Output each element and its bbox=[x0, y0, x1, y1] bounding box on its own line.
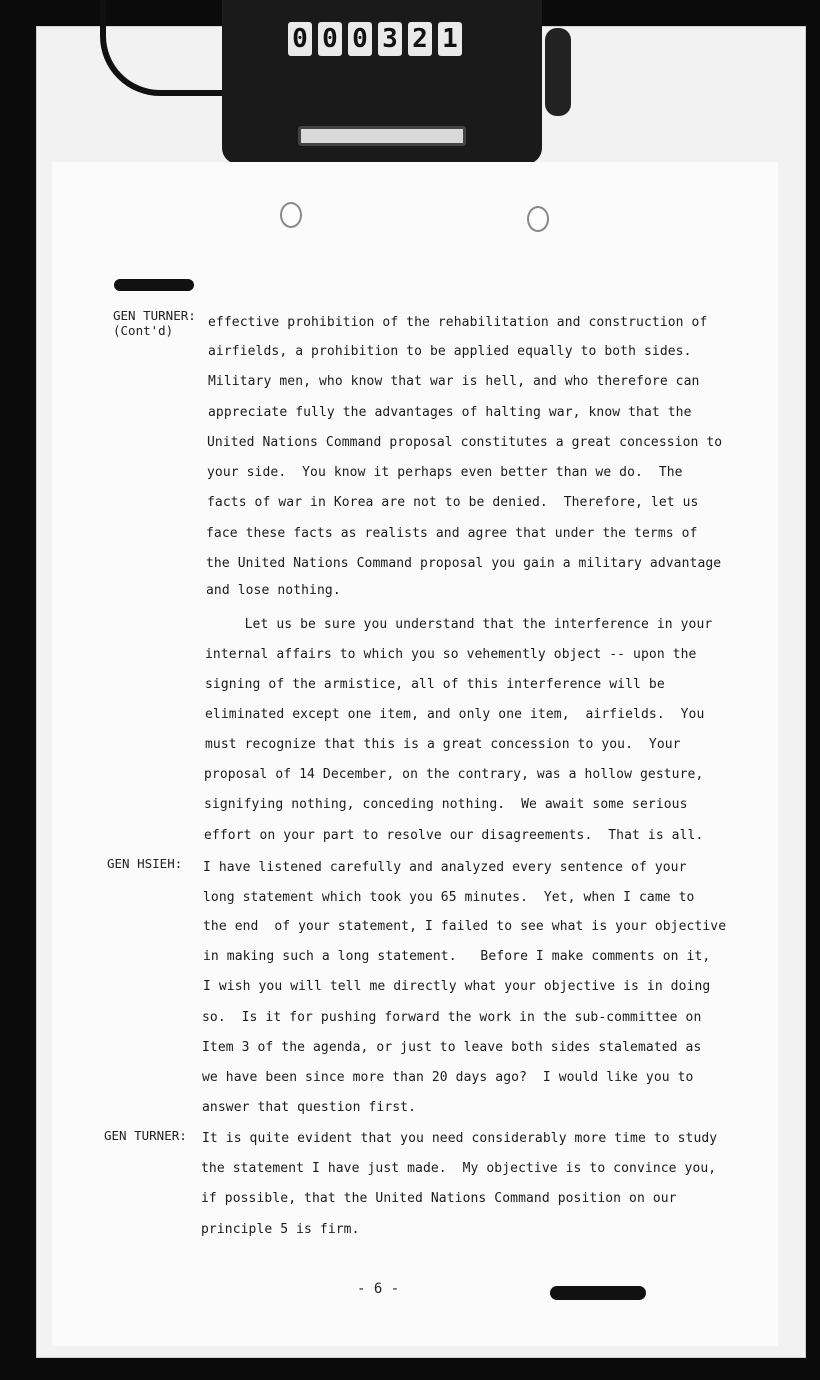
text-line: I wish you will tell me directly what your objective is in doing bbox=[203, 979, 711, 994]
text-line: United Nations Command proposal constitutes a great concession to bbox=[207, 435, 723, 450]
text-line: principle 5 is firm. bbox=[201, 1222, 360, 1237]
frame-counter-digits bbox=[288, 22, 462, 58]
page-number: - 6 - bbox=[357, 1281, 400, 1297]
text-line: must recognize that this is a great concession to you. Your bbox=[205, 737, 681, 752]
text-line: It is quite evident that you need considerably more time to study bbox=[202, 1131, 718, 1146]
text-line: and lose nothing. bbox=[206, 583, 341, 598]
counter-digit: 3 bbox=[378, 22, 402, 56]
punch-hole-left bbox=[280, 202, 302, 228]
speaker-label: GEN TURNER: bbox=[113, 308, 196, 323]
speaker-note: (Cont'd) bbox=[113, 323, 174, 338]
text-line: we have been since more than 20 days ago? I would like you to bbox=[202, 1070, 694, 1085]
counter-digit: 2 bbox=[408, 22, 432, 56]
text-line: signifying nothing, conceding nothing. We await some serious bbox=[204, 797, 688, 812]
text-line: Military men, who know that war is hell, and who therefore can bbox=[208, 374, 700, 389]
text-line: in making such a long statement. Before I make comments on it, bbox=[203, 949, 711, 964]
counter-digit: 1 bbox=[438, 22, 462, 56]
redaction-mark-bottom bbox=[550, 1286, 646, 1300]
text-line: long statement which took you 65 minutes. Yet, when I came to bbox=[203, 890, 695, 905]
counter-digit: 0 bbox=[348, 22, 372, 56]
text-line: the statement I have just made. My objective is to convince you, bbox=[201, 1161, 717, 1176]
text-line: signing of the armistice, all of this interference will be bbox=[205, 677, 665, 692]
text-line: appreciate fully the advantages of halting war, know that the bbox=[208, 405, 692, 420]
punch-hole-right bbox=[527, 206, 549, 232]
text-line: facts of war in Korea are not to be denied. Therefore, let us bbox=[207, 495, 699, 510]
text-line: Let us be sure you understand that the interference in your bbox=[205, 617, 713, 632]
speaker-label: GEN TURNER: bbox=[104, 1128, 187, 1143]
counter-digit: 0 bbox=[318, 22, 342, 56]
counter-knob bbox=[545, 28, 571, 116]
text-line: your side. You know it perhaps even better than we do. The bbox=[207, 465, 683, 480]
text-line: Item 3 of the agenda, or just to leave both sides stalemated as bbox=[202, 1040, 702, 1055]
text-line: eliminated except one item, and only one item, airfields. You bbox=[205, 707, 705, 722]
text-line: the United Nations Command proposal you gain a military advantage bbox=[206, 556, 722, 571]
text-line: face these facts as realists and agree that under the terms of bbox=[206, 526, 698, 541]
speaker-label: GEN HSIEH: bbox=[107, 856, 183, 871]
text-line: effective prohibition of the rehabilitation and construction of bbox=[208, 315, 708, 330]
counter-digit: 0 bbox=[288, 22, 312, 56]
text-line: I have listened carefully and analyzed every sentence of your bbox=[203, 860, 687, 875]
text-line: if possible, that the United Nations Command position on our bbox=[201, 1191, 677, 1206]
counter-slot bbox=[298, 126, 466, 146]
text-line: proposal of 14 December, on the contrary, was a hollow gesture, bbox=[204, 767, 704, 782]
redaction-mark-top bbox=[114, 279, 194, 291]
text-line: effort on your part to resolve our disagreements. That is all. bbox=[204, 828, 704, 843]
text-line: answer that question first. bbox=[202, 1100, 417, 1115]
text-line: the end of your statement, I failed to see what is your objective bbox=[203, 919, 727, 934]
text-line: airfields, a prohibition to be applied equally to both sides. bbox=[208, 344, 692, 359]
text-line: internal affairs to which you so vehemently object -- upon the bbox=[205, 647, 697, 662]
text-line: so. Is it for pushing forward the work in the sub-committee on bbox=[202, 1010, 702, 1025]
